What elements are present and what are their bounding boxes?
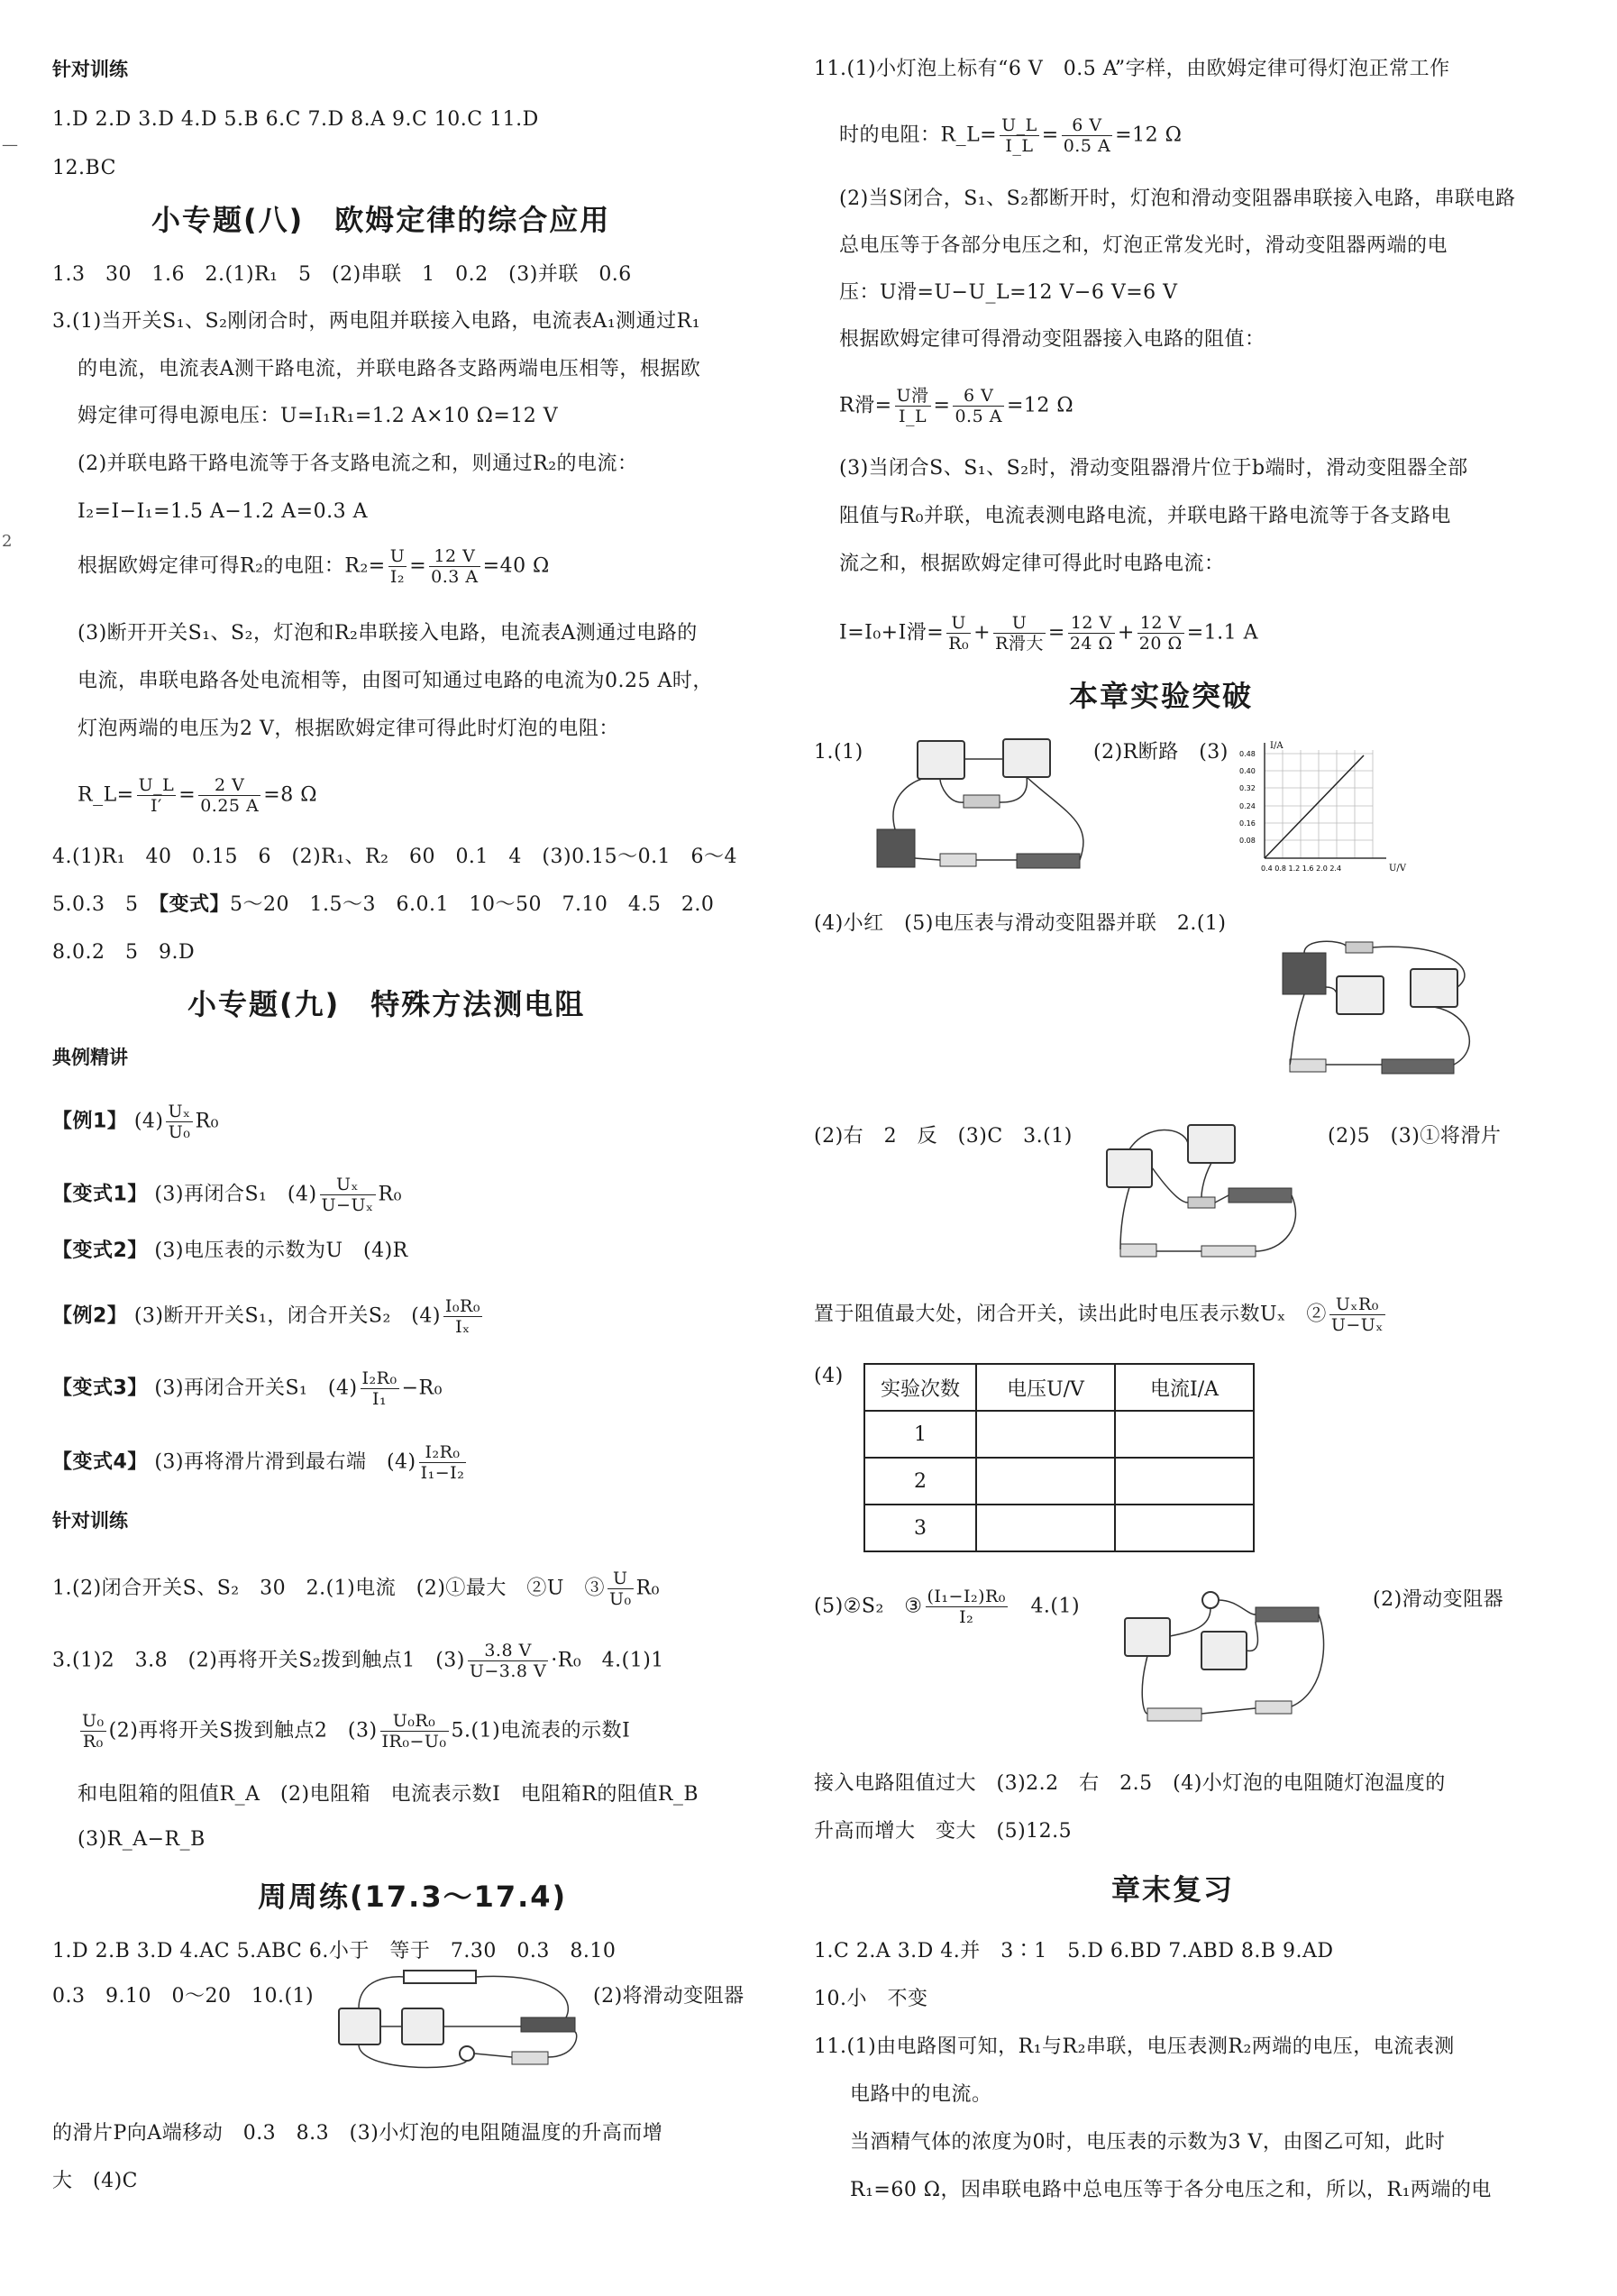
answer-line: 压：U滑=U−U_L=12 V−6 V=6 V <box>839 281 1178 304</box>
answer-line: 的滑片P向A端移动 0.3 8.3 (3)小灯泡的电阻随温度的升高而增 <box>52 2122 663 2145</box>
answer-line: (4)小红 (5)电压表与滑动变阻器并联 2.(1) <box>814 912 1227 935</box>
graph-xticks: 0.4 0.8 1.2 1.6 2.0 2.4 <box>1261 864 1342 873</box>
graph-ytick: 0.48 <box>1239 750 1256 758</box>
answer-line: 根据欧姆定律可得滑动变阻器接入电路的阻值： <box>839 328 1265 351</box>
example-line: 【例1】 (4) $\frac{\text{Uₓ}}{\text{U₀}}$ R₀ <box>52 1102 219 1142</box>
answer-line: 3.(1)当开关S₁、S₂刚闭合时，两电阻并联接入电路，电流表A₁测通过R₁ <box>52 310 701 333</box>
answer-line: 8.0.2 5 9.D <box>52 941 196 964</box>
circuit-diagram-figure <box>1120 1582 1337 1735</box>
graph-ytick: 0.16 <box>1239 819 1256 828</box>
edge-mark: 2 <box>2 532 13 551</box>
iu-graph <box>1238 737 1418 882</box>
example-line: 【变式2】 (3)电压表的示数为U (4)R <box>52 1239 408 1262</box>
section-heading: 小专题(九) 特殊方法测电阻 <box>187 987 586 1021</box>
section-heading: 小专题(八) 欧姆定律的综合应用 <box>151 203 611 237</box>
answer-line: 灯泡两端的电压为2 V，根据欧姆定律可得此时灯泡的电阻： <box>78 718 619 740</box>
answer-line: 的电流，电流表A测干路电流，并联电路各支路两端电压相等，根据欧 <box>78 358 701 380</box>
answer-line: 0.3 9.10 0～20 10.(1) <box>52 1985 315 2008</box>
answer-line: 1.(2)闭合开关S、S₂ 30 2.(1)电流 (2)①最大 ②U ③ $\frac{U}{\text{U₀}}$ R₀ <box>52 1569 660 1609</box>
answer-line: 接入电路阻值过大 (3)2.2 右 2.5 (4)小灯泡的电阻随灯泡温度的 <box>814 1772 1446 1795</box>
example-line: 【变式4】 (3)再将滑片滑到最右端 (4) $\frac{\text{I₂R₀}}{\text{I₁−I₂}}$ <box>52 1442 465 1483</box>
section-heading: 周周练(17.3～17.4) <box>258 1880 568 1914</box>
answer-line: 阻值与R₀并联，电流表测电路电流，并联电路干路电流等于各支路电 <box>839 505 1451 527</box>
answer-line: 10.小 不变 <box>814 1988 928 2010</box>
answer-line: (2)并联电路干路电流等于各支路电流之和，则通过R₂的电流： <box>78 453 638 475</box>
example-line: 【变式1】 (3)再闭合S₁ (4) $\frac{\text{Uₓ}}{\text{U−Uₓ}}$ R₀ <box>52 1175 402 1215</box>
answer-line: 和电阻箱的阻值R_A (2)电阻箱 电流表示数I 电阻箱R的阻值R_B <box>78 1783 699 1806</box>
formula-line: R滑= U滑 I_L = $\frac{6 V}{0.5 A}$ =12 Ω <box>839 386 1074 426</box>
answer-line: 当酒精气体的浓度为0时，电压表的示数为3 V，由图乙可知，此时 <box>850 2131 1446 2154</box>
graph-ytick: 0.08 <box>1239 837 1256 845</box>
answer-line: 1.D 2.B 3.D 4.AC 5.ABC 6.小于 等于 7.30 0.3 8.10 <box>52 1940 617 1962</box>
section-subtitle: 典例精讲 <box>52 1047 128 1068</box>
answer-line: 1.3 30 1.6 2.(1)R₁ 5 (2)串联 1 0.2 (3)并联 0.6 <box>52 263 632 286</box>
answer-line: (3)当闭合S、S₁、S₂时，滑动变阻器滑片位于b端时，滑动变阻器全部 <box>839 457 1468 480</box>
circuit-diagram-figure <box>332 1963 593 2081</box>
answer-line: $\frac{\text{U₀}}{\text{R₀}}$ (2)再将开关S拨到触点2 (3) $\frac{\text{U₀R₀}}{\text{IR₀−U₀}}$ 5.(1)电流表的示数I <box>82 1711 631 1752</box>
circuit-diagram-figure <box>868 732 1093 885</box>
table-row: 3 <box>864 1505 1254 1551</box>
formula-line: R_L= $\frac{U\_L}{I'}$ = $\frac{2 V}{0.25 A}$ =8 Ω <box>78 775 317 816</box>
answer-line: (3)R_A−R_B <box>78 1828 206 1851</box>
circuit-diagram-figure <box>1102 1118 1310 1280</box>
answer-line: (2)右 2 反 (3)C 3.(1) <box>814 1125 1073 1148</box>
formula-line: I=I₀+I滑= $\frac{U}{\text{R₀}}$ + U R滑大 = $\frac{12 V}{24 \Omega}$ + $\frac{12 V}{20 \Omega}$ =1.1 A <box>839 613 1259 654</box>
table-header: 电压U/V <box>976 1364 1115 1411</box>
graph-ytick: 0.32 <box>1239 784 1256 792</box>
answer-line: 1.(1) <box>814 741 863 764</box>
section-heading: 章末复习 <box>1111 1872 1235 1907</box>
edge-mark: — <box>2 135 18 154</box>
answer-line: (2)当S闭合，S₁、S₂都断开时，灯泡和滑动变阻器串联接入电路，串联电路 <box>839 188 1516 210</box>
answer-line: (2)5 (3)①将滑片 <box>1328 1125 1502 1148</box>
graph-xlabel: U/V <box>1389 864 1407 874</box>
answer-line: (3)断开开关S₁、S₂，灯泡和R₂串联接入电路，电流表A测通过电路的 <box>78 622 698 645</box>
formula-line: 根据欧姆定律可得R₂的电阻：R₂= $\frac{U}{\text{I₂}}$ = $\frac{12 V}{0.3 A}$ =40 Ω <box>78 546 550 587</box>
table-row: 2 <box>864 1458 1254 1505</box>
section-subtitle: 针对训练 <box>52 59 128 80</box>
answer-line: 姆定律可得电源电压：U=I₁R₁=1.2 A×10 Ω=12 V <box>78 405 559 427</box>
answer-line: 3.(1)2 3.8 (2)再将开关S₂拨到触点1 (3) $\frac{3.8 V}{U-3.8 V}$ ·R₀ 4.(1)1 <box>52 1641 664 1681</box>
answer-line: 4.(1)R₁ 40 0.15 6 (2)R₁、R₂ 60 0.1 4 (3)0.15～0.1 6～4 <box>52 846 738 868</box>
example-line: 【例2】 (3)断开开关S₁，闭合开关S₂ (4) $\frac{\text{I₀R₀}}{\text{Iₓ}}$ <box>52 1296 480 1337</box>
example-line: 【变式3】 (3)再闭合开关S₁ (4) $\frac{\text{I₂R₀}}{\text{I₁}}$ −R₀ <box>52 1368 443 1409</box>
answer-line: (2)R断路 (3) <box>1093 741 1229 764</box>
answer-line: 11.(1)小灯泡上标有“6 V 0.5 A”字样，由欧姆定律可得灯泡正常工作 <box>814 58 1450 80</box>
graph-ylabel: I/A <box>1270 741 1284 751</box>
answer-line: 大 (4)C <box>52 2170 138 2192</box>
answer-line: 1.C 2.A 3.D 4.并 3∶1 5.D 6.BD 7.ABD 8.B 9.AD <box>814 1940 1334 1962</box>
answer-line: (2)滑动变阻器 <box>1373 1588 1504 1611</box>
graph-ytick: 0.40 <box>1239 767 1256 775</box>
answer-line: R₁=60 Ω，因串联电路中总电压等于各分电压之和，所以，R₁两端的电 <box>850 2179 1492 2201</box>
circuit-diagram-figure <box>1265 933 1499 1086</box>
section-subtitle: 针对训练 <box>52 1510 128 1532</box>
table-row: 1 <box>864 1411 1254 1458</box>
answer-line: 电流，串联电路各处电流相等，由图可知通过电路的电流为0.25 A时， <box>78 670 713 692</box>
table-header: 电流I/A <box>1115 1364 1254 1411</box>
answer-line: (5)②S₂ ③ $\frac{\text{(I₁−I₂)R₀}}{\text{I₂}}$ 4.(1) <box>814 1587 1081 1627</box>
formula-line: 时的电阻：R_L= $\frac{U\_L}{I\_L}$ = $\frac{6 V}{0.5 A}$ =12 Ω <box>839 115 1183 156</box>
answer-line: 电路中的电流。 <box>850 2083 992 2106</box>
data-table <box>863 1363 1255 1552</box>
answer-line: 总电压等于各部分电压之和，灯泡正常发光时，滑动变阻器两端的电 <box>839 234 1448 257</box>
answer-line: I₂=I−I₁=1.5 A−1.2 A=0.3 A <box>78 500 368 523</box>
answer-line: (4) <box>814 1365 844 1387</box>
answer-line: 11.(1)由电路图可知，R₁与R₂串联，电压表测R₂两端的电压，电流表测 <box>814 2035 1455 2058</box>
answer-line: 1.D 2.D 3.D 4.D 5.B 6.C 7.D 8.A 9.C 10.C 11.D <box>52 108 539 131</box>
graph-ytick: 0.24 <box>1239 802 1256 810</box>
answer-line: 12.BC <box>52 157 116 179</box>
answer-line: 升高而增大 变大 (5)12.5 <box>814 1820 1073 1843</box>
answer-line: 置于阻值最大处，闭合开关，读出此时电压表示数Uₓ ② UₓR₀ U−Uₓ <box>814 1294 1384 1335</box>
answer-line: 流之和，根据欧姆定律可得此时电路电流： <box>839 553 1225 575</box>
table-header: 实验次数 <box>864 1364 976 1411</box>
answer-line: 5.0.3 5 【变式】5～20 1.5～3 6.0.1 10～50 7.10 4.5 2.0 <box>52 893 715 916</box>
answer-line: (2)将滑动变阻器 <box>593 1985 745 2008</box>
section-heading: 本章实验突破 <box>1069 679 1254 713</box>
